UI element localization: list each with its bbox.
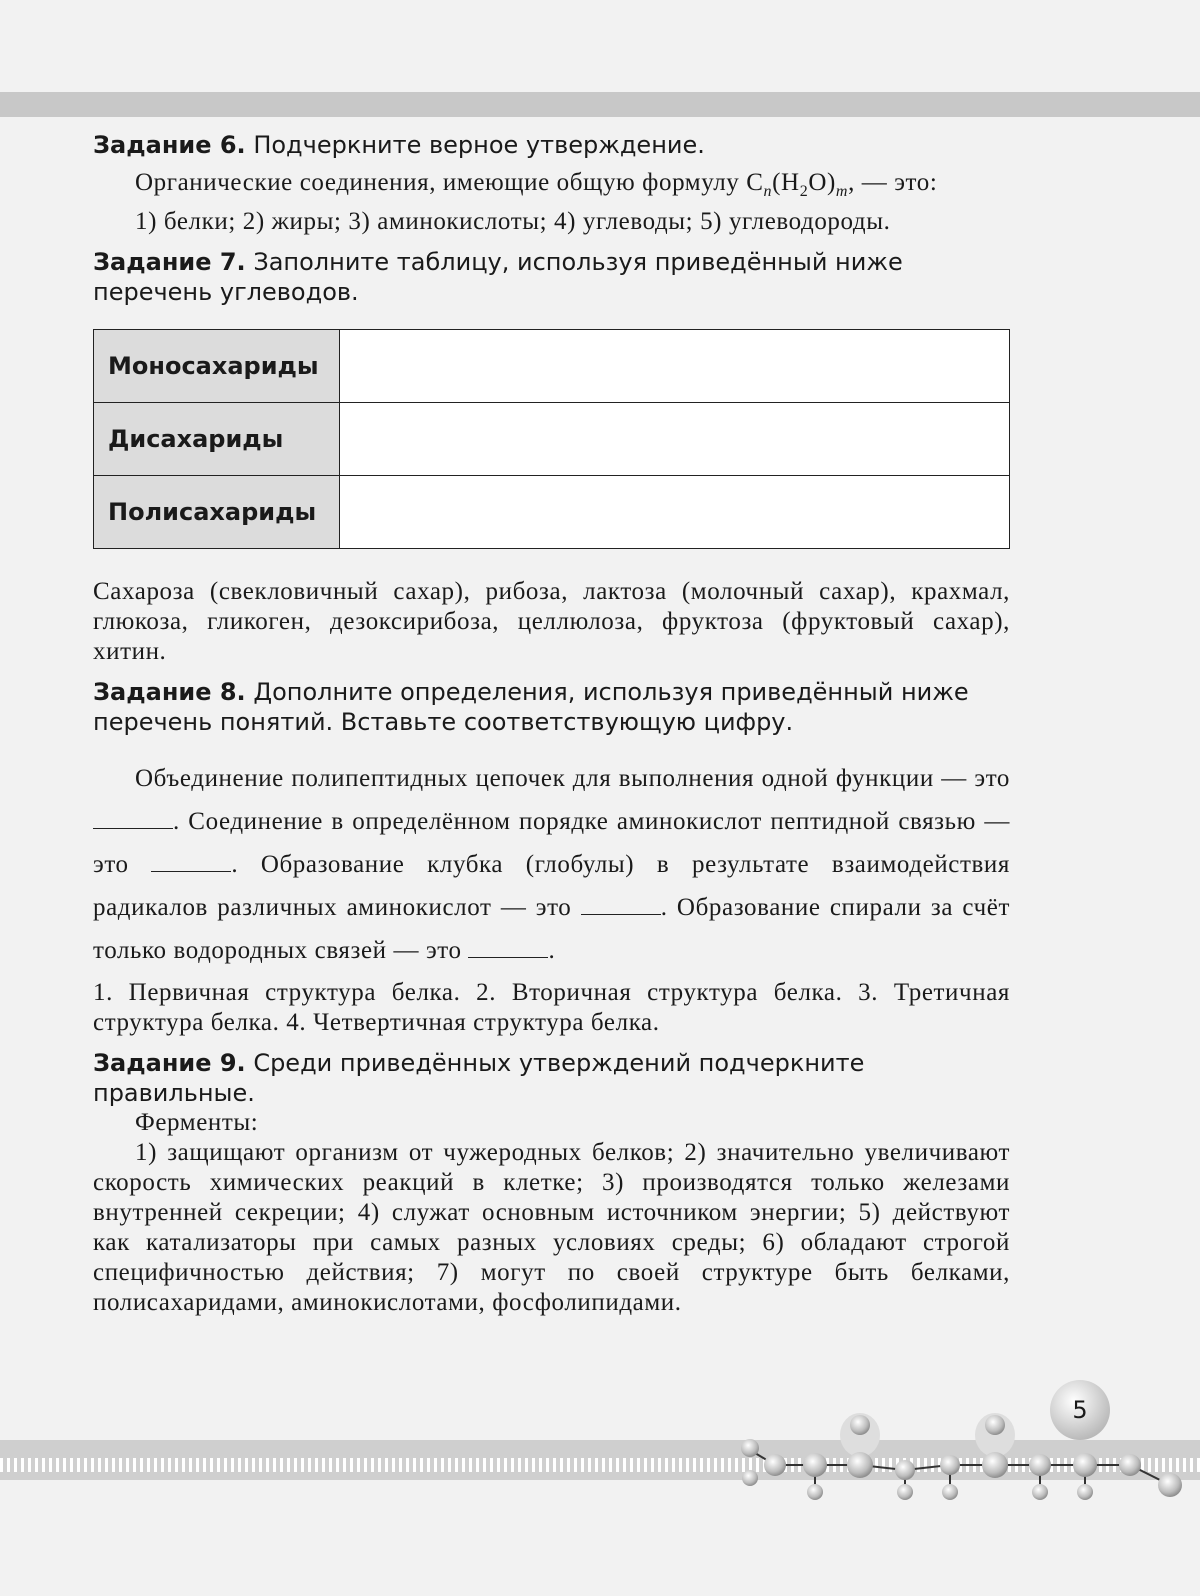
task7-carbohydrate-list: Сахароза (свекловичный сахар), рибоза, лактоза (молочный сахар), крахмал, глюкоза, гликоген, дезоксирибоза, целлюлоза, фруктоза (фруктовый сахар), хитин. xyxy=(93,578,1010,665)
task6-stem-text: Органические соединения, имеющие общую формулу C xyxy=(135,169,764,196)
task7-title: Задание 7. xyxy=(93,248,246,276)
answer-blank-4[interactable] xyxy=(468,939,548,958)
formula-mid: (H xyxy=(772,169,800,196)
task9-title: Задание 9. xyxy=(93,1049,246,1077)
task8-definitions xyxy=(93,757,1010,972)
task7-heading xyxy=(93,247,1010,307)
task9-instruction: Среди приведённых утверждений подчеркните правильные. xyxy=(93,1049,865,1107)
formula-subscript-n: n xyxy=(763,183,773,200)
page-content xyxy=(93,130,1010,1318)
task8-instruction: Дополните определения, используя приведённый ниже перечень понятий. Вставьте соответствующую цифру. xyxy=(93,678,969,736)
task8-title: Задание 8. xyxy=(93,678,246,706)
task8-heading xyxy=(93,677,1010,737)
formula-subscript-2: 2 xyxy=(799,183,809,200)
molecule-decoration-icon xyxy=(720,1400,1200,1520)
formula-subscript-m: m xyxy=(835,183,849,200)
task9-heading xyxy=(93,1048,1010,1108)
table-row xyxy=(94,330,1010,403)
definition-quaternary: Объединение полипептидных цепочек для выполнения одной функции — это xyxy=(135,765,1010,792)
page-number-badge: 5 xyxy=(1050,1380,1110,1440)
definition-tertiary: . Образование клубка (глобулы) в результате взаимодействия радикалов различных аминокислот — это xyxy=(93,851,1010,921)
definition-secondary: . Образование спирали за счёт только водородных связей — это xyxy=(93,894,1010,964)
carbohydrate-table xyxy=(93,329,1010,549)
answer-blank-2[interactable] xyxy=(151,853,231,872)
task6-heading xyxy=(93,130,1010,160)
row-header-monosaccharides: Моносахариды xyxy=(94,330,340,403)
formula-end: O) xyxy=(808,169,836,196)
task6-stem xyxy=(93,168,1010,207)
row-header-polysaccharides: Полисахариды xyxy=(94,476,340,549)
task9-statements: 1) защищают организм от чужеродных белков; 2) значительно увеличивают скорость химических реакций в клетке; 3) производятся только железами внутренней секреции; 4) служат основным источником энергии; 5) действуют как катализаторы при самых разных условиях среды; 6) обладают строгой специфичностью действия; 7) могут по своей структуре быть белками, полисахаридами, аминокислотами, фосфолипидами. xyxy=(93,1139,1010,1316)
answer-cell-monosaccharides[interactable] xyxy=(340,330,1010,403)
task7-instruction: Заполните таблицу, используя приведённый ниже перечень углеводов. xyxy=(93,248,903,306)
answer-blank-1[interactable] xyxy=(93,810,173,829)
answer-blank-3[interactable] xyxy=(581,896,661,915)
row-header-disaccharides: Дисахариды xyxy=(94,403,340,476)
answer-cell-polysaccharides[interactable] xyxy=(340,476,1010,549)
top-header-band xyxy=(0,92,1200,117)
answer-cell-disaccharides[interactable] xyxy=(340,403,1010,476)
task6-instruction: Подчеркните верное утверждение. xyxy=(253,131,705,159)
task6-title: Задание 6. xyxy=(93,131,246,159)
table-row xyxy=(94,476,1010,549)
definition-end: . xyxy=(548,937,556,964)
task6-stem-end: , — это: xyxy=(848,169,938,196)
definition-primary: . Соединение в определённом порядке аминокислот пептидной связью — это xyxy=(93,808,1010,878)
table-row xyxy=(94,403,1010,476)
task8-options: 1. Первичная структура белка. 2. Вторичная структура белка. 3. Третичная структура белка. 4. Четвертичная структура белка. xyxy=(93,979,1010,1036)
task6-options: 1) белки; 2) жиры; 3) аминокислоты; 4) углеводы; 5) углеводороды. xyxy=(135,208,891,235)
task9-lead: Ферменты: xyxy=(135,1109,259,1136)
